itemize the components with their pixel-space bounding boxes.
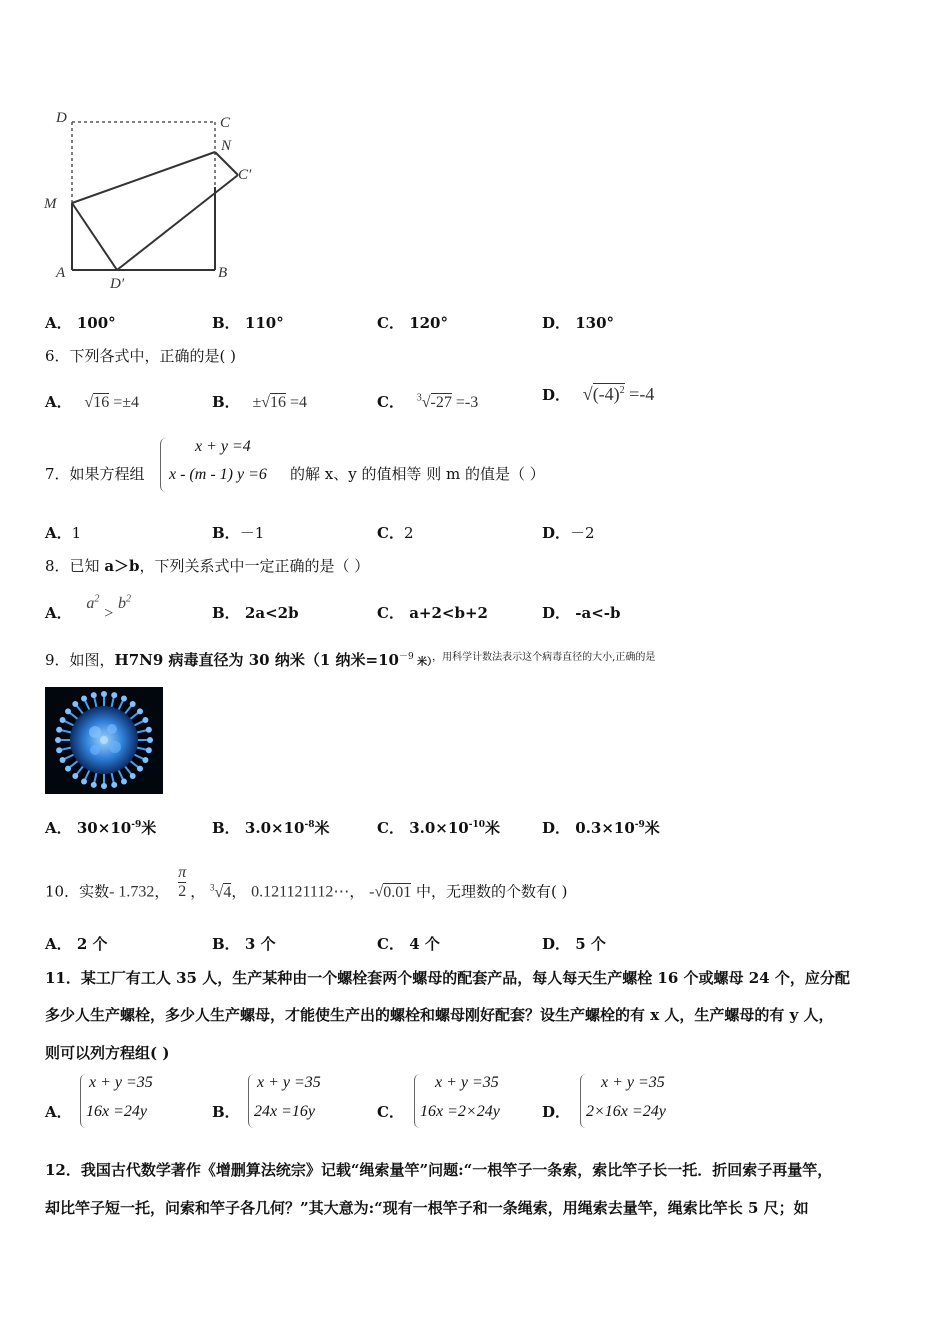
q6-option-c[interactable]: C． $^3$√-27 =-3 (377, 392, 479, 411)
q12-line-2: 却比竿子短一托，问索和竿子各几何？”其大意为:“现有一根竿子和一条绳索，用绳索去量竿，绳索比竿长 5 尺；如 (45, 1199, 809, 1217)
q5-option-d[interactable]: D． 130° (542, 314, 615, 332)
q12-line-1: 12．我国古代数学著作《增删算法统宗》记载“绳索量竿”问题:“一根竿子一条索，索比竿子长一托．折回索子再量竿， (45, 1161, 833, 1179)
geometry-figure (40, 105, 270, 295)
q10-option-a[interactable]: A． 2 个 (45, 935, 108, 953)
q9-option-c[interactable]: C． $3.0\times 10^{-10}$米 (377, 819, 501, 837)
q7-suffix: 的解 x、y 的值相等 则 m 的值是（ ） (290, 465, 545, 483)
label-D: D (56, 110, 67, 126)
q7-option-b[interactable]: B．－1 (212, 524, 265, 542)
q5-option-a[interactable]: A． 100° (45, 314, 116, 332)
q7-prefix: 7．如果方程组 (45, 465, 145, 483)
q7-option-d[interactable]: D．－2 (542, 524, 595, 542)
q11-option-a[interactable]: A． (45, 1103, 72, 1121)
q8-stem: 8．已知 a＞b，下列关系式中一定正确的是（ ） (45, 557, 370, 575)
q7-option-a[interactable]: A．1 (45, 524, 82, 542)
virus-image (45, 687, 163, 794)
q11-option-d-system: x + y =35 2×16x =24y (580, 1074, 701, 1128)
q9-stem: 9．如图，H7N9 病毒直径为 30 纳米（1 纳米$=10^{-9}$ 米）$^{,用科学计数法表示这个病毒直径的大小,正确的是}$ (45, 651, 656, 669)
label-D-prime: D′ (110, 276, 125, 292)
q11-option-c[interactable]: C． (377, 1103, 404, 1121)
q9-option-b[interactable]: B． $3.0\times 10^{-8}$米 (212, 819, 330, 837)
q6-option-b[interactable]: B． ±√16 =4 (212, 393, 308, 411)
label-M: M (44, 196, 57, 212)
q11-option-b[interactable]: B． (212, 1103, 240, 1121)
label-N: N (221, 138, 232, 154)
q7-equation-system: x + y =4 x - (m - 1) y =6 (160, 438, 291, 492)
q11-line-2: 多少人生产螺栓，多少人生产螺母，才能使生产出的螺栓和螺母刚好配套？设生产螺栓的有 x 人，生产螺母的有 y 人， (45, 1006, 834, 1024)
q9-option-a[interactable]: A． $30\times 10^{-9}$米 (45, 819, 157, 837)
q6-option-d[interactable]: D． $√(-4)^2 =-4$ (542, 384, 655, 404)
q8-option-b[interactable]: B． 2a<2b (212, 604, 299, 622)
q11-option-a-system: x + y =35 16x =24y (80, 1074, 181, 1128)
q8-option-d[interactable]: D． -a<-b (542, 604, 621, 622)
q11-line-3: 则可以列方程组( ) (45, 1044, 170, 1062)
q8-option-a[interactable]: A． $a^2 > b^2$ (45, 593, 132, 622)
label-C-prime: C′ (238, 167, 252, 183)
q5-option-c[interactable]: C． 120° (377, 314, 448, 332)
q9-option-d[interactable]: D． $0.3\times 10^{-9}$米 (542, 819, 660, 837)
q8-option-c[interactable]: C． a+2<b+2 (377, 604, 488, 622)
q7-option-c[interactable]: C．2 (377, 524, 414, 542)
q10-option-d[interactable]: D． 5 个 (542, 935, 606, 953)
q11-option-c-system: x + y =35 16x =2×24y (414, 1074, 535, 1128)
q10-option-c[interactable]: C． 4 个 (377, 935, 440, 953)
q11-option-b-system: x + y =35 24x =16y (248, 1074, 349, 1128)
q11-option-d[interactable]: D． (542, 1103, 571, 1121)
q6-option-a[interactable]: A． √16 =±4 (45, 393, 140, 411)
label-C: C (220, 115, 231, 131)
label-B: B (218, 265, 228, 281)
label-A: A (56, 265, 66, 281)
q5-option-b[interactable]: B． 110° (212, 314, 284, 332)
q6-stem: 6．下列各式中，正确的是( ) (45, 347, 237, 365)
q10-option-b[interactable]: B． 3 个 (212, 935, 276, 953)
q11-line-1: 11．某工厂有工人 35 人，生产某种由一个螺栓套两个螺母的配套产品，每人每天生产螺栓 16 个或螺母 24 个，应分配 (45, 969, 850, 987)
q10-stem: 10．实数- 1.732， $\frac{\pi}{2}$ ， $^3$√4， 0.121121112⋯， -√0.01 中，无理数的个数有( ) (45, 864, 568, 901)
